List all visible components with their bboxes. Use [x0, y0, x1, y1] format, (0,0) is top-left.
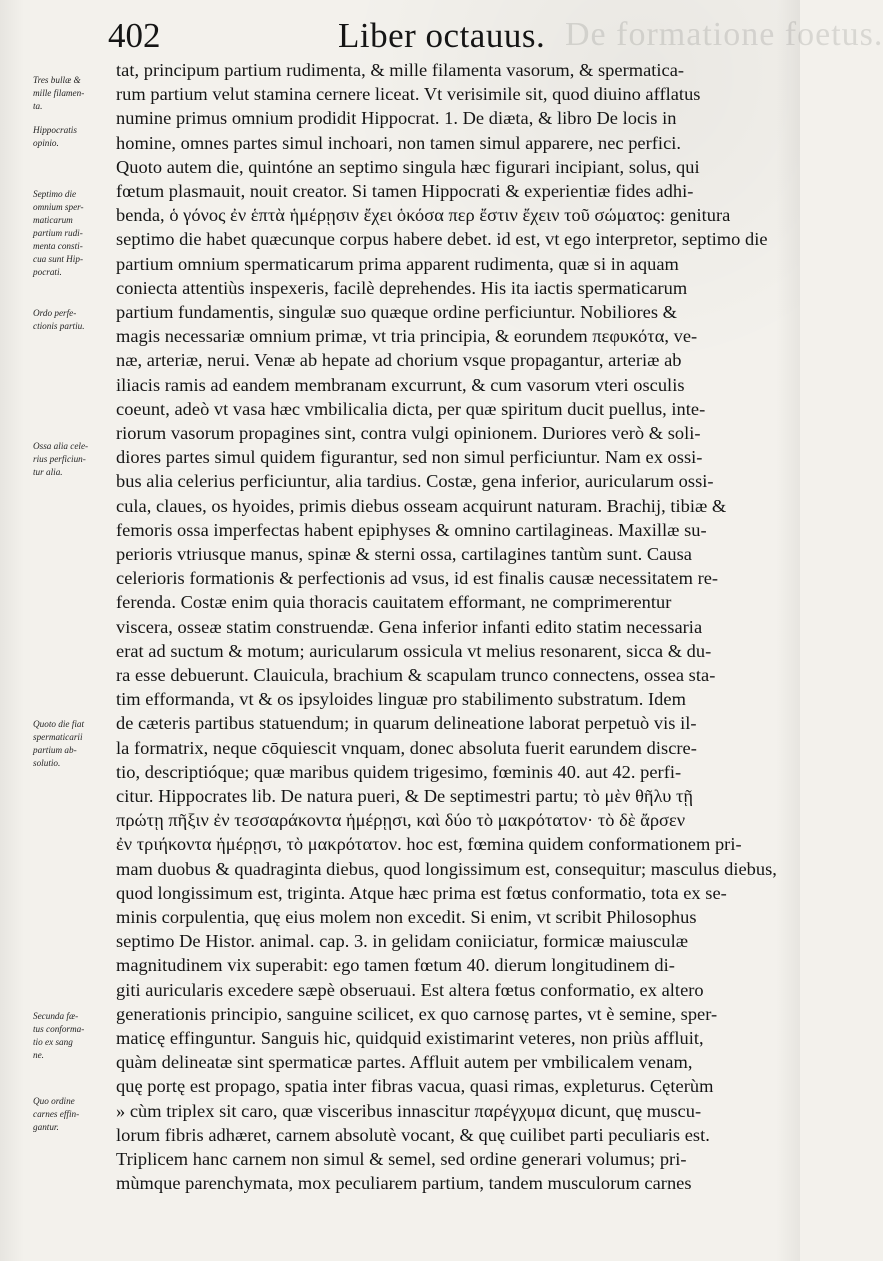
text-line: coniecta attentiùs inspexeris, facilè deprehendes. His ita iactis spermaticarum [116, 277, 688, 298]
text-line: generationis principio, sanguine scilicet, ex quo carnosę partes, vt è semine, sper- [116, 1003, 718, 1024]
main-text [116, 58, 777, 1238]
margin-note: Tres bullæ & mille filamen- ta. [33, 75, 85, 111]
margin-note: Ossa alia cele- rius perficiun- tur alia. [33, 441, 89, 477]
text-line: partium fundamentis, singulæ suo quæque ordine perficiuntur. Nobiliores & [116, 302, 677, 322]
text-line: mam duobus & quadraginta diebus, quod longissimum est, consequitur; masculus diebus, [116, 858, 777, 879]
margin-note: Quo ordine carnes effin- gantur. [33, 1096, 80, 1132]
text-line: Quoto autem die, quintóne an septimo singula hæc figurari incipiant, solus, qui [116, 156, 700, 177]
text-line: riorum vasorum propagines sint, contra vulgi opinionem. Duriores verò & soli- [116, 423, 701, 443]
text-line: la formatrix, neque cōquiescit vnquam, donec absoluta fuerit earundem discre- [116, 737, 697, 758]
text-line: homine, omnes partes simul inchoari, non tamen simul apparere, nec perfici. [116, 132, 682, 153]
text-line: tio, descriptióque; quæ maribus quidem trigesimo, fœminis 40. aut 42. perfi- [116, 761, 682, 782]
text-line: magnitudinem vix superabit: ego tamen fœtum 40. dierum longitudinem di- [116, 955, 675, 976]
margin-note: Hippocratis opinio. [33, 125, 77, 148]
text-line: magis necessariæ omnium primæ, vt tria principia, & eorundem πεφυκότα, ve- [116, 326, 698, 347]
text-line: rum partium velut stamina cernere liceat. Vt verisimile sit, quod diuino afflatus [116, 84, 701, 105]
running-title: Liber octauus. [338, 16, 546, 55]
margin-note: Septimo die omnium sper- maticarum partium rudi- menta consti- cua sunt Hip- pocrati. [33, 189, 84, 277]
text-line: ἐν τριήκοντα ἡμέρῃσι, τὸ μακρότατον. hoc est, fœmina quidem conformationem pri- [116, 834, 742, 855]
text-line: lorum fibris adhæret, carnem absolutè vocant, & quę cuilibet parti peculiaris est. [116, 1124, 710, 1145]
text-line: viscera, osseæ statim construendæ. Gena inferior infanti edito statim necessaria [116, 616, 703, 637]
text-line: ferenda. Costæ enim quia thoracis cauitatem efformant, ne comprimerentur [116, 592, 672, 613]
text-line: mùmque parenchymata, mox peculiarem partium, tandem musculorum carnes [116, 1173, 692, 1194]
page-number: 402 [108, 16, 161, 55]
bleed-through-text: De formatione foetus. [565, 16, 883, 53]
text-line: iliacis ramis ad eandem membranam excurrunt, & cum vasorum vteri osculis [116, 374, 685, 395]
text-line: cula, claues, os hyoides, primis diebus osseam acquirunt naturam. Brachij, tibiæ & [116, 495, 727, 516]
text-line: næ, arteriæ, nerui. Venæ ab hepate ad chorium vsque propagantur, arteriæ ab [116, 350, 682, 371]
text-line: giti auricularis excedere sæpè obseruaui. Est altera fœtus conformatio, ex altero [116, 979, 704, 1000]
margin-note: Quoto die fiat spermaticarii partium ab- solutio. [33, 719, 85, 768]
margin-note: Secunda fæ- tus conforma- tio ex sang ne. [33, 1011, 85, 1060]
text-line: septimo die habet quæcunque corpus habere debet. id est, vt ego interpretor, septimo die [116, 229, 768, 250]
margin-notes [0, 0, 100, 1261]
text-line: perioris vtriusque manus, spinæ & sterni ossa, cartilagines tantùm sunt. Causa [116, 544, 692, 564]
text-line: tat, principum partium rudimenta, & mille filamenta vasorum, & spermatica- [116, 60, 685, 80]
text-line: benda, ὁ γόνος ἐν ἑπτὰ ἡμέρῃσιν ἔχει ὁκόσα περ ἔστιν ἔχειν τοῦ σώματος: genitura [116, 205, 731, 226]
text-line: numine primus omnium prodidit Hippocrat. 1. De diæta, & libro De locis in [116, 108, 677, 129]
text-line: quod longissimum est, triginta. Atque hæc prima est fœtus conformatio, tota ex se- [116, 882, 727, 903]
text-line: coeunt, adeò vt vasa hæc vmbilicalia dicta, per quæ spiritum ducit puellus, inte- [116, 398, 706, 419]
text-line: fœtum plasmauit, nouit creator. Si tamen Hippocrati & experientiæ fides adhi- [116, 181, 694, 201]
text-line: de cæteris partibus statuendum; in quarum delineatione laborat perpetuò vis il- [116, 713, 697, 734]
text-line: quàm delineatæ sint spermaticæ partes. Affluit autem per vmbilicalem venam, [116, 1052, 693, 1073]
text-line: citur. Hippocrates lib. De natura pueri, & De septimestri partu; τὸ μὲν θῆλυ τῇ [116, 786, 694, 806]
text-line: tim efformanda, vt & os ipsyloides linguæ pro stabilimento substratum. Idem [116, 689, 686, 710]
text-line: Triplicem hanc carnem non simul & semel, sed ordine generari volumus; pri- [116, 1149, 687, 1169]
text-line: diores partes simul quidem figurantur, sed non simul perficiuntur. Nam ex ossi- [116, 447, 703, 468]
text-line: » cùm triplex sit caro, quæ visceribus innascitur παρέγχυμα dicunt, quę muscu- [116, 1100, 702, 1121]
text-line: partium omnium spermaticarum prima apparent rudimenta, quæ si in aquam [116, 253, 679, 274]
text-line: femoris ossa imperfectas habent epiphyses & omnino cartilagineas. Maxillæ su- [116, 519, 707, 540]
text-line: maticę effinguntur. Sanguis hic, quidquid existimarint veteres, non priùs affluit, [116, 1028, 704, 1048]
text-line: erat ad suctum & motum; auricularum ossicula vt melius resonarent, sicca & du- [116, 640, 712, 661]
text-line: septimo De Histor. animal. cap. 3. in gelidam coniiciatur, formicæ maiusculæ [116, 931, 689, 952]
text-line: πρώτῃ πῆξιν ἐν τεσσαράκοντα ἡμέρῃσι, καὶ δύο τὸ μακρότατον· τὸ δὲ ἄρσεν [116, 810, 686, 831]
text-line: ra esse debuerunt. Clauicula, brachium & scapulam trunco connectens, ossea sta- [116, 665, 716, 685]
text-line: quę portę est propago, spatia inter fibras vacua, quasi rimas, expleturus. Cęterùm [116, 1076, 714, 1097]
margin-note: Ordo perfe- ctionis partiu. [33, 308, 85, 331]
text-line: bus alia celerius perficiuntur, alia tardius. Costæ, gena inferior, auricularum ossi- [116, 471, 714, 492]
text-line: celerioris formationis & perfectionis ad vsus, id est finalis causæ necessitatem re- [116, 568, 719, 589]
text-line: minis corpulentia, quę eius molem non excedit. Si enim, vt scribit Philosophus [116, 907, 697, 927]
page-header [0, 16, 883, 56]
